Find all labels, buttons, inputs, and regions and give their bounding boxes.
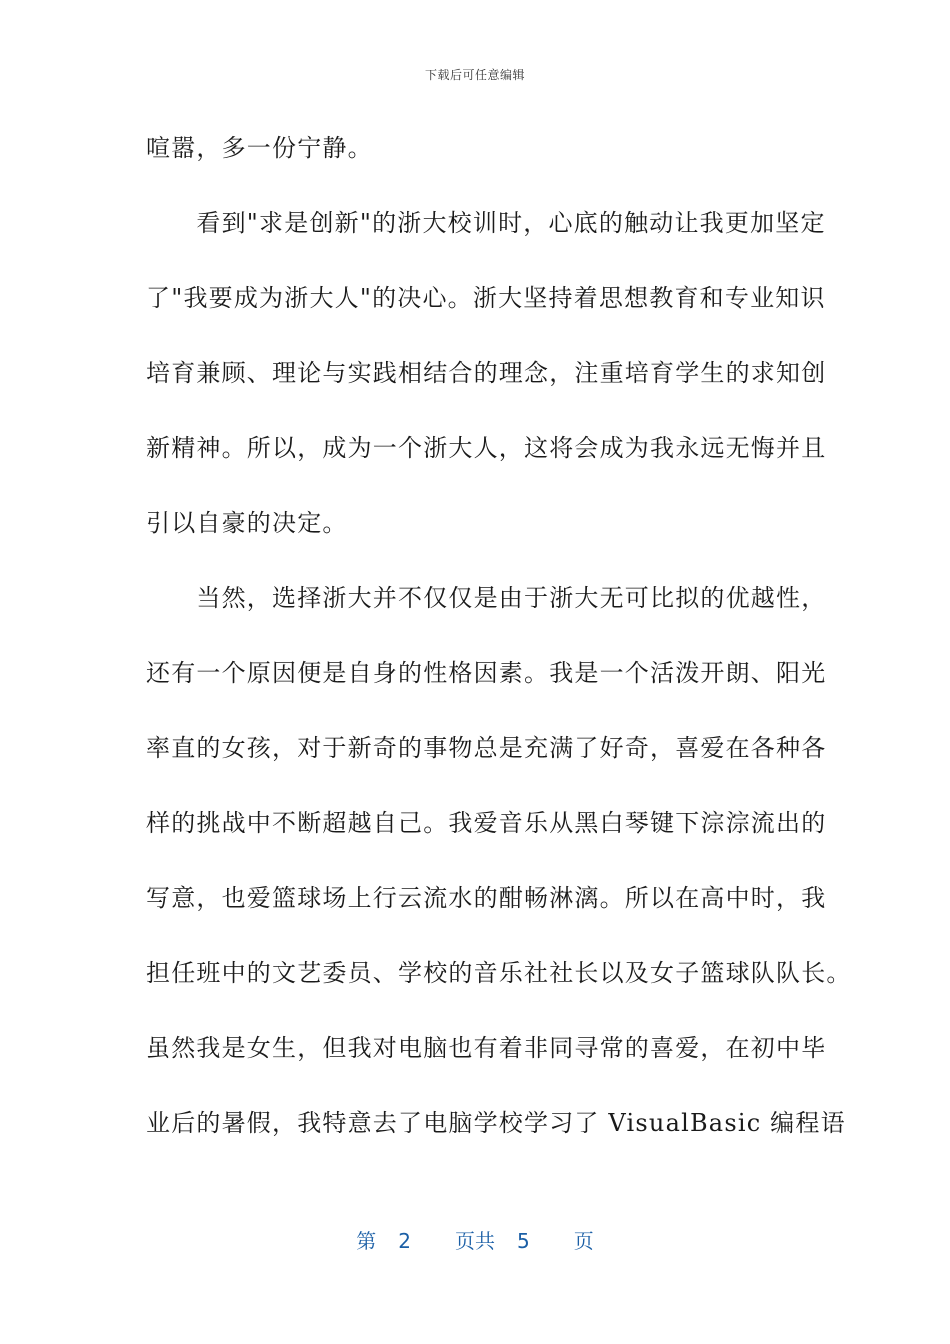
text-line: 写意，也爱篮球场上行云流水的酣畅淋漓。所以在高中时，我 (146, 884, 827, 912)
text-line: 还有一个原因便是自身的性格因素。我是一个活泼开朗、阳光 (146, 659, 827, 687)
current-page-number: 2 (398, 1229, 411, 1253)
text-line: 了"我要成为浙大人"的决心。浙大坚持着思想教育和专业知识 (146, 284, 826, 312)
text-line: 新精神。所以，成为一个浙大人，这将会成为我永远无悔并且 (146, 434, 827, 462)
footer-suffix: 页 (573, 1229, 594, 1253)
footer-prefix: 第 (356, 1229, 377, 1253)
page-header-note: 下载后可任意编辑 (424, 68, 525, 82)
text-line: 率直的女孩，对于新奇的事物总是充满了好奇，喜爱在各种各 (146, 734, 827, 762)
text-line: 样的挑战中不断超越自己。我爱音乐从黑白琴键下淙淙流出的 (146, 809, 827, 837)
page-number-footer (0, 1225, 950, 1254)
text-line: 担任班中的文艺委员、学校的音乐社社长以及女子篮球队队长。 (146, 959, 852, 987)
text-line: 业后的暑假，我特意去了电脑学校学习了 VisualBasic 编程语 (146, 1109, 846, 1137)
text-line: 培育兼顾、理论与实践相结合的理念，注重培育学生的求知创 (146, 359, 827, 387)
text-line: 引以自豪的决定。 (146, 509, 348, 537)
text-line: 虽然我是女生，但我对电脑也有着非同寻常的喜爱，在初中毕 (146, 1034, 827, 1062)
total-pages-number: 5 (517, 1229, 530, 1253)
text-line: 喧嚣，多一份宁静。 (146, 134, 373, 162)
footer-middle: 页共 (455, 1229, 495, 1253)
document-body (146, 124, 852, 1174)
text-line: 当然，选择浙大并不仅仅是由于浙大无可比拟的优越性， (146, 584, 827, 612)
text-line: 看到"求是创新"的浙大校训时，心底的触动让我更加坚定 (146, 209, 826, 237)
